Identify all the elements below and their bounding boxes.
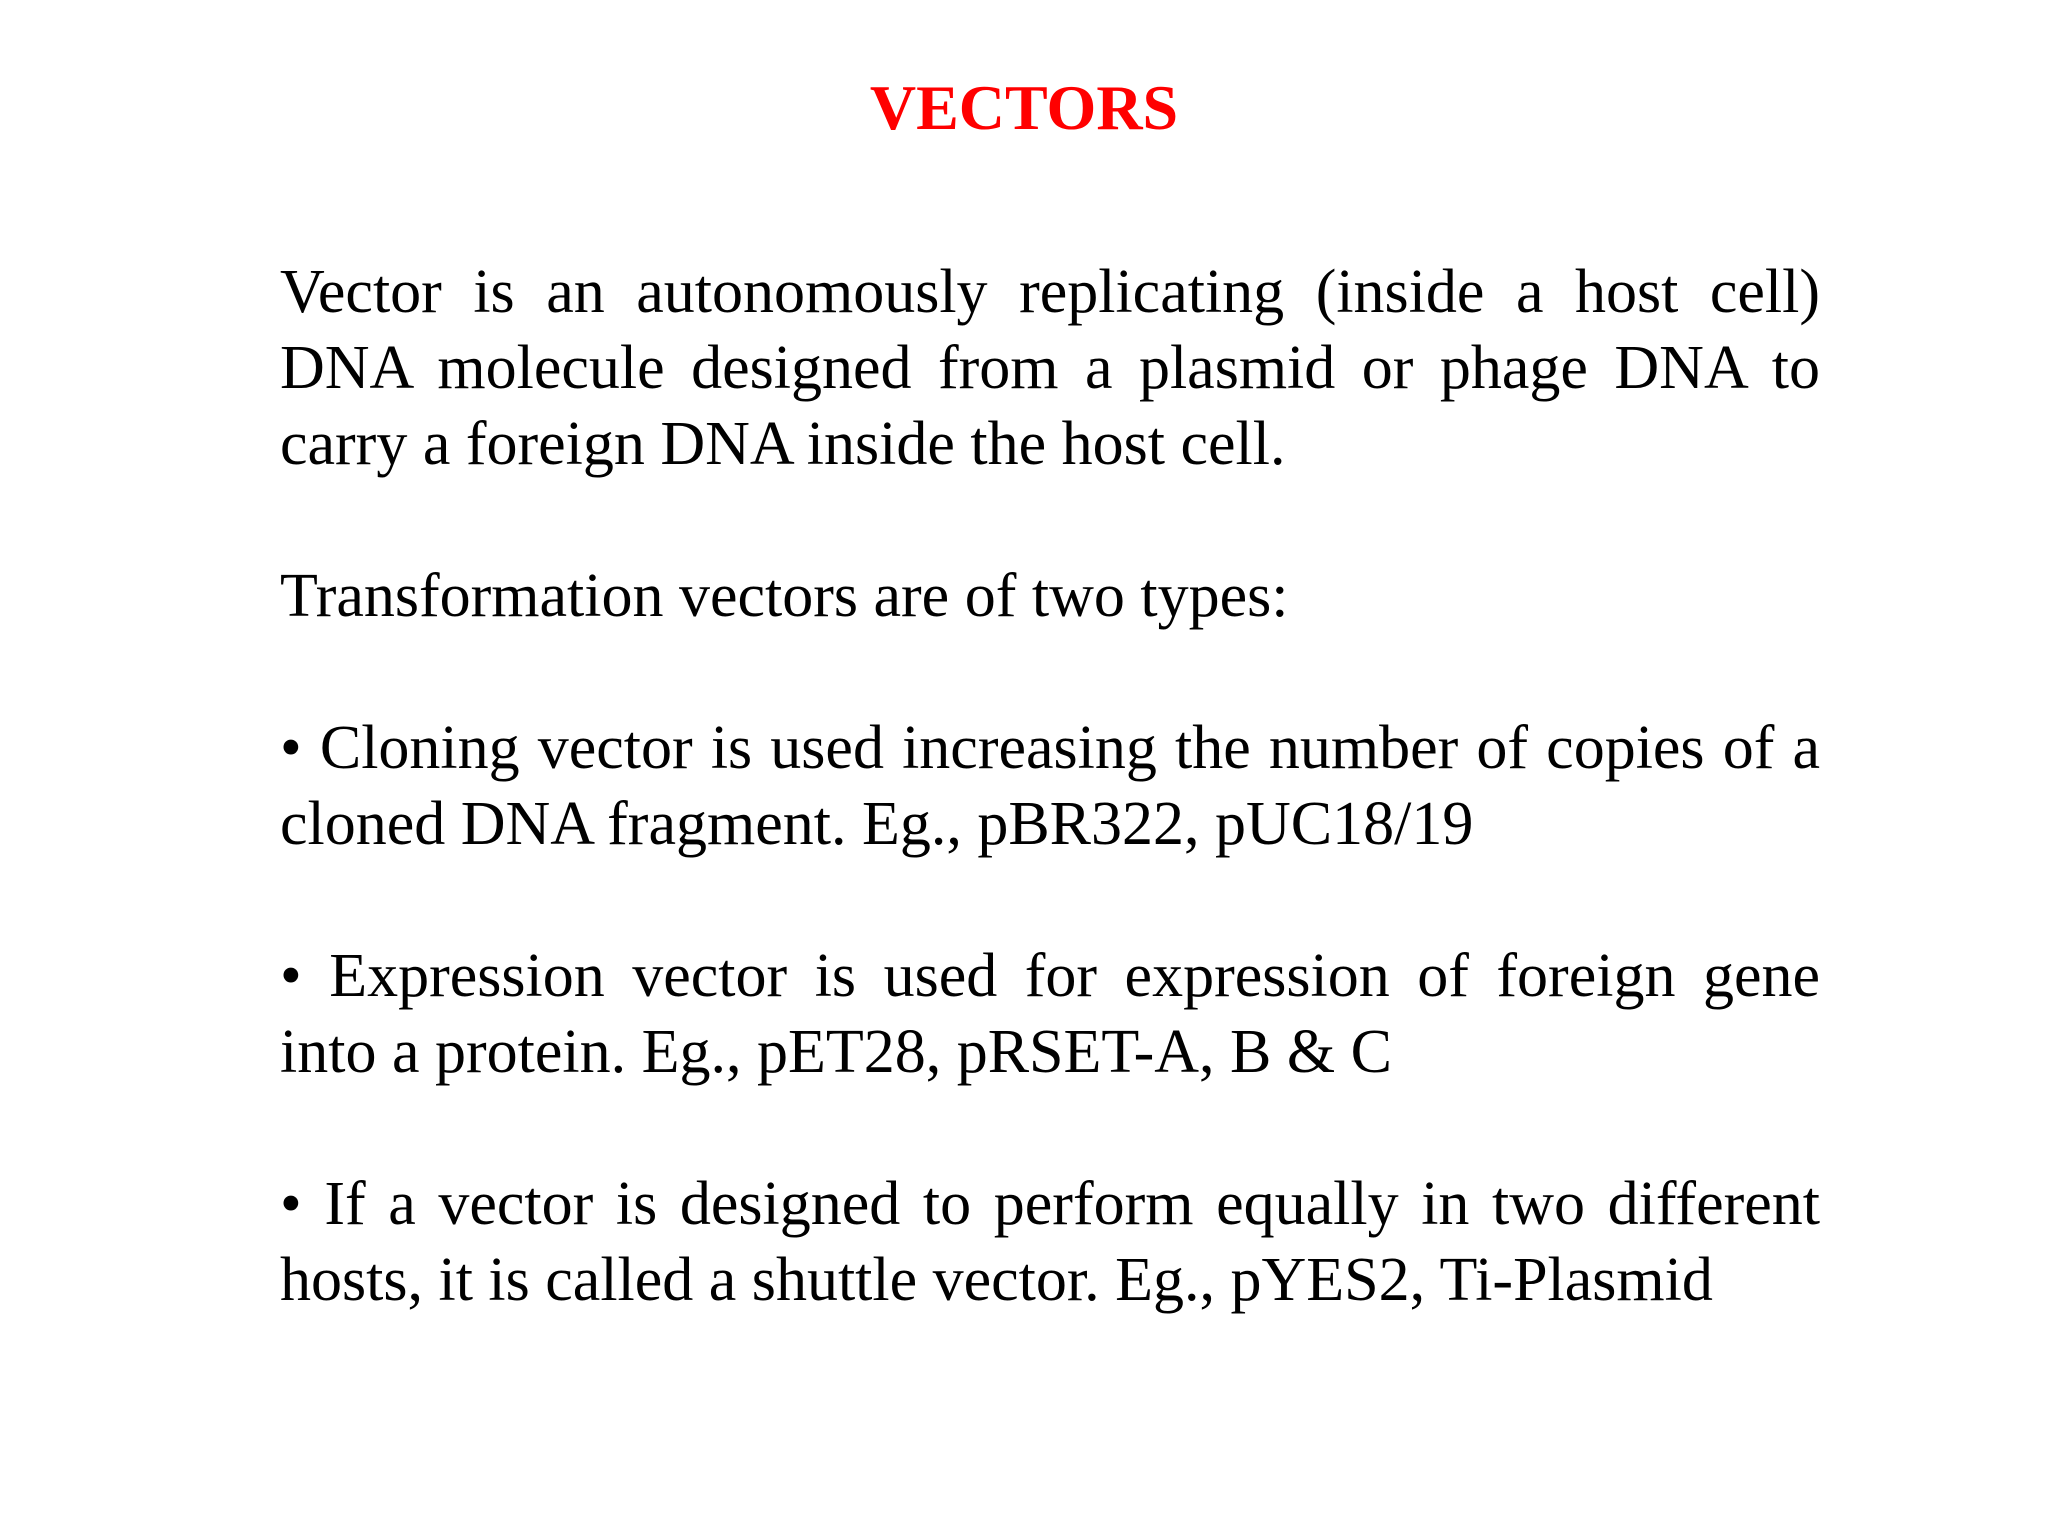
spacer	[280, 1090, 1820, 1166]
types-intro: Transformation vectors are of two types:	[280, 562, 1289, 630]
spacer	[280, 482, 1820, 558]
bullet-cloning-vector: • Cloning vector is used increasing the number of copies of a cloned DNA fragment. Eg., pBR322, pUC18/19	[280, 714, 1820, 858]
definition-paragraph: Vector is an autonomously replicating (inside a host cell) DNA molecule designed from a plasmid or phage DNA to carry a foreign DNA inside the host cell.	[280, 258, 1820, 478]
spacer	[280, 862, 1820, 938]
spacer	[280, 634, 1820, 710]
slide-body	[280, 254, 1820, 1318]
slide-title: VECTORS	[869, 72, 1179, 143]
bullet-expression-vector: • Expression vector is used for expression of foreign gene into a protein. Eg., pET28, pRSET-A, B & C	[280, 942, 1820, 1086]
bullet-shuttle-vector: • If a vector is designed to perform equally in two different hosts, it is called a shuttle vector. Eg., pYES2, Ti-Plasmid	[280, 1170, 1820, 1314]
